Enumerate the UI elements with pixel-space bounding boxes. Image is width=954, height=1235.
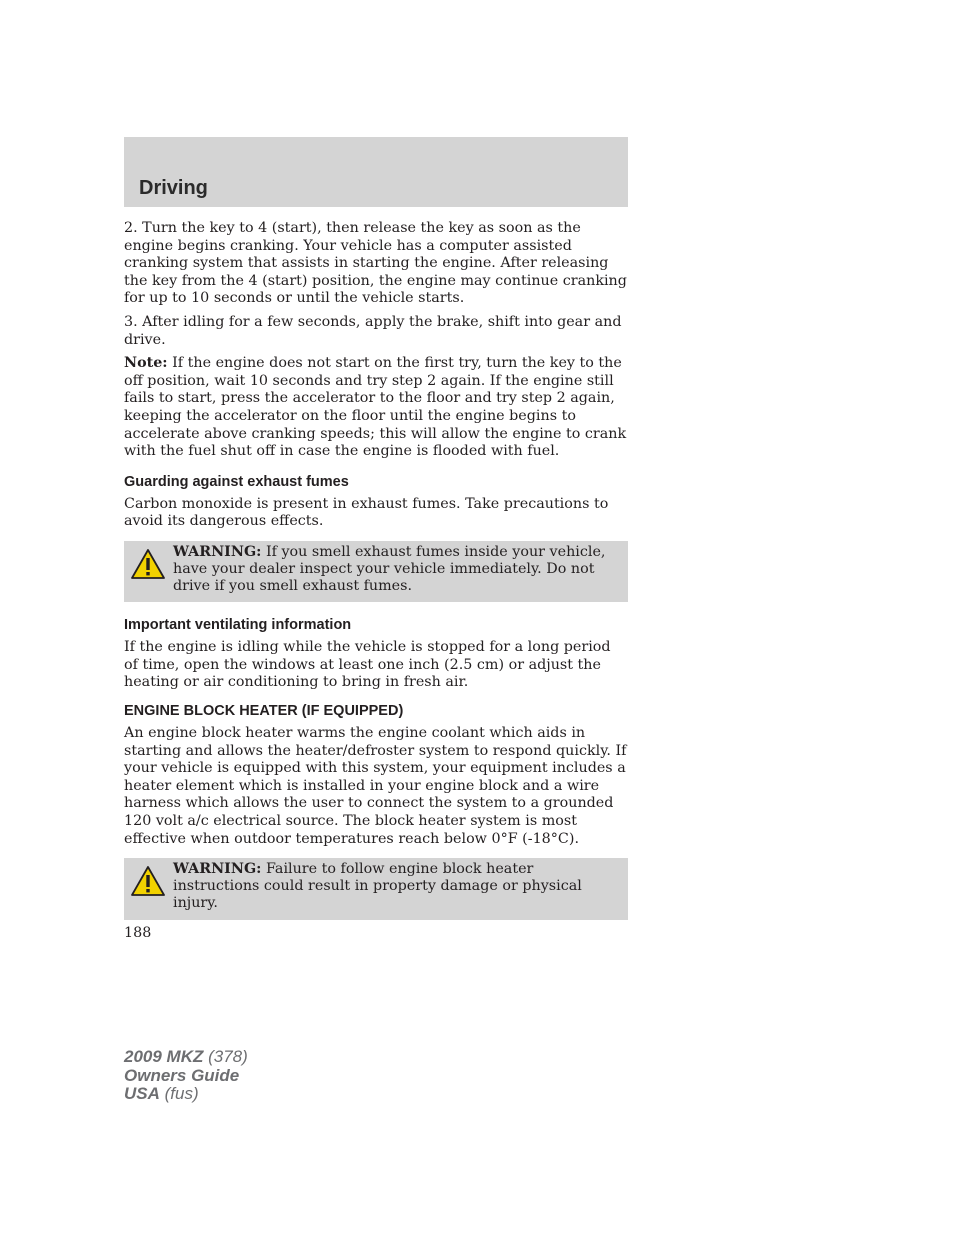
warning-triangle-icon xyxy=(130,865,166,897)
exhaust-warning-text: If you smell exhaust fumes inside your vehicle, have your dealer inspect your vehicle immediately. Do not drive if you smell exhaust fumes. xyxy=(173,543,606,594)
exhaust-warning-label: WARNING: xyxy=(173,543,262,560)
block-heater-body: An engine block heater warms the engine coolant which aids in starting and allows the heater/defroster system to respond quickly. If your vehicle is equipped with this system, your equipment includes a heater element which is installed in your engine block and a wire harness which allows the user to connect the system to a grounded 120 volt a/c electrical source. The block heater system is most effective when outdoor temperatures reach below 0°F (-18°C). xyxy=(124,725,627,847)
section-header-band xyxy=(124,137,628,207)
page-number: 188 xyxy=(124,925,152,941)
document-footer xyxy=(124,1048,248,1104)
step-3-paragraph: 3. After idling for a few seconds, apply the brake, shift into gear and drive. xyxy=(124,313,622,348)
note-text: If the engine does not start on the first try, turn the key to the off position, wait 10 seconds and try step 2 again. If the engine still fails to start, press the accelerator to the floor and try step 2 again, keeping the accelerator on the floor until the engine begins to accelerate above cranking speeds; this will allow the engine to crank with the fuel shut off in case the engine is flooded with fuel. xyxy=(124,355,627,460)
footer-line-model xyxy=(124,1048,248,1067)
footer-line-guide xyxy=(124,1067,248,1086)
section-title: Driving xyxy=(139,177,208,199)
footer-region-code: (fus) xyxy=(159,1084,199,1103)
block-heater-warning-label: WARNING: xyxy=(173,861,262,878)
block-heater-warning-box xyxy=(124,858,628,919)
note-paragraph xyxy=(124,355,628,461)
block-heater-warning-text: Failure to follow engine block heater instructions could result in property damage or physical injury. xyxy=(173,861,582,911)
note-label: Note: xyxy=(124,355,168,372)
page-content xyxy=(124,220,628,934)
exhaust-warning-box xyxy=(124,541,628,602)
ventilating-body: If the engine is idling while the vehicle is stopped for a long period of time, open the windows at least one inch (2.5 cm) or adjust the heating or air conditioning to bring in fresh air. xyxy=(124,639,611,691)
footer-model-code: (378) xyxy=(203,1047,248,1066)
footer-model: 2009 MKZ xyxy=(124,1047,204,1066)
exhaust-heading: Guarding against exhaust fumes xyxy=(124,473,349,490)
step-2-paragraph: 2. Turn the key to 4 (start), then release the key as soon as the engine begins cranking. Your vehicle has a computer assisted cranking system that assists in starting the engine. After releasing the key from the 4 (start) position, the engine may continue cranking for up to 10 seconds or until the vehicle starts. xyxy=(124,220,627,307)
ventilating-heading: Important ventilating information xyxy=(124,617,352,634)
warning-triangle-icon xyxy=(130,548,166,580)
footer-line-region xyxy=(124,1085,248,1104)
footer-region: USA xyxy=(124,1084,160,1103)
block-heater-heading: ENGINE BLOCK HEATER (IF EQUIPPED) xyxy=(124,703,404,720)
exhaust-body: Carbon monoxide is present in exhaust fumes. Take precautions to avoid its dangerous effects. xyxy=(124,495,609,530)
footer-guide: Owners Guide xyxy=(124,1065,240,1085)
